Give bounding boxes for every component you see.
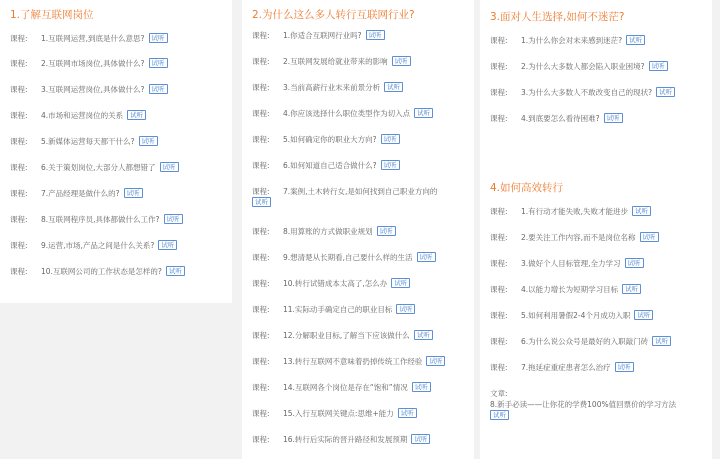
list-item[interactable] [252,160,400,171]
list-item[interactable] [10,162,179,173]
row-label: 课程: [490,337,508,346]
trial-button[interactable]: 试听 [414,330,433,340]
trial-button[interactable]: 试听 [417,252,436,262]
course-title[interactable]: 8.互联网程序员,具体都做什么工作? [41,215,160,224]
course-title[interactable]: 6.如何知道自己适合做什么? [283,161,377,170]
trial-button[interactable]: 试听 [366,30,385,40]
course-title[interactable]: 3.当前高薪行业未来前景分析 [283,83,381,92]
list-item[interactable] [252,434,430,445]
row-label: 课程: [490,114,508,123]
section-title: 4.如何高效转行 [490,182,564,194]
trial-button[interactable]: 试听 [252,197,271,207]
row-label: 课程: [252,227,270,236]
list-item[interactable] [252,382,431,393]
list-item[interactable] [10,266,185,277]
row-label: 课程: [252,435,270,444]
row-label: 课程: [10,189,28,198]
list-item[interactable] [10,110,146,121]
trial-button[interactable]: 试听 [392,56,411,66]
course-title[interactable]: 6.关于策划岗位,大部分人都想错了 [41,163,156,172]
trial-button[interactable]: 试听 [377,226,396,236]
list-item[interactable] [490,232,659,243]
trial-button[interactable]: 试听 [640,232,659,242]
course-title[interactable]: 10.转行试错成本太高了,怎么办 [283,279,388,288]
course-title[interactable]: 4.以能力增长为短期学习目标 [521,285,619,294]
row-label: 课程: [252,331,270,340]
trial-button[interactable]: 试听 [149,58,168,68]
row-label: 课程: [252,305,270,314]
list-item[interactable] [490,61,668,72]
row-label: 课程: [10,85,28,94]
course-title[interactable]: 12.分解职业目标,了解当下应该做什么 [283,331,410,340]
course-title[interactable]: 9.运营,市场,产品之间是什么关系? [41,241,155,250]
row-label: 课程: [252,187,270,196]
list-item[interactable] [10,58,168,69]
row-label: 课程: [252,409,270,418]
list-item[interactable] [252,304,415,315]
list-item[interactable] [252,356,445,367]
trial-button[interactable]: 试听 [414,108,433,118]
row-label: 课程: [252,279,270,288]
list-item[interactable] [10,214,183,225]
section-title: 1.了解互联网岗位 [10,9,94,21]
list-item[interactable] [490,310,653,321]
trial-button[interactable]: 试听 [149,33,168,43]
course-title[interactable]: 5.如何确定你的职业大方向? [283,135,377,144]
course-title[interactable]: 8.用算账的方式做职业规划 [283,227,373,236]
list-item[interactable] [252,278,410,289]
article-label: 文章: [490,389,508,398]
article-title[interactable]: 8.新手必读——让你花的学费100%值回票价的学习方法 [490,400,677,409]
list-item[interactable] [252,30,385,41]
course-title[interactable]: 2.互联网市场岗位,具体做什么? [41,59,145,68]
row-label: 课程: [252,31,270,40]
list-item[interactable] [252,226,396,237]
row-label: 课程: [10,111,28,120]
course-title[interactable]: 10.互联网公司的工作状态是怎样的? [41,267,162,276]
panel-section-1 [0,0,232,303]
section-title: 3.面对人生选择,如何不迷茫? [490,11,625,23]
row-label: 课程: [10,137,28,146]
trial-button[interactable]: 试听 [160,162,179,172]
list-item[interactable] [490,113,623,124]
course-title[interactable]: 7.案例,土木转行女,是如何找到自己职业方向的 [283,187,438,196]
course-title[interactable]: 4.到底要怎么看待困难? [521,114,600,123]
course-title[interactable]: 1.你适合互联网行业吗? [283,31,362,40]
trial-button[interactable]: 试听 [632,206,651,216]
list-item[interactable] [10,136,158,147]
panel-section-2 [242,0,474,459]
row-label: 课程: [490,311,508,320]
course-title[interactable]: 2.互联网发展给就业带来的影响 [283,57,388,66]
panel-section-3 [480,0,712,459]
course-title[interactable]: 3.做好个人目标管理,全力学习 [521,259,621,268]
trial-button[interactable]: 试听 [649,61,668,71]
section-title: 2.为什么这么多人转行互联网行业? [252,9,415,21]
trial-button[interactable]: 试听 [381,134,400,144]
trial-button[interactable]: 试听 [158,240,177,250]
list-item[interactable] [490,362,634,373]
row-label: 课程: [10,34,28,43]
row-label: 课程: [252,83,270,92]
course-title[interactable]: 1.互联网运营,到底是什么意思? [41,34,145,43]
course-title[interactable]: 15.入行互联网关键点:思维+能力 [283,409,394,418]
row-label: 课程: [490,259,508,268]
list-item[interactable] [490,258,644,269]
course-title[interactable]: 2.为什么大多数人都会陷入职业困境? [521,62,645,71]
course-title[interactable]: 2.要关注工作内容,而不是岗位名称 [521,233,636,242]
course-title[interactable]: 3.为什么大多数人不敢改变自己的现状? [521,88,653,97]
course-title[interactable]: 7.拖延症重症患者怎么治疗 [521,363,611,372]
list-item[interactable] [10,33,168,44]
list-item[interactable] [252,252,436,263]
course-title[interactable]: 13.转行互联网不意味着扔掉传统工作经验 [283,357,423,366]
row-label: 课程: [490,233,508,242]
trial-button[interactable]: 试听 [384,82,403,92]
trial-button[interactable]: 试听 [604,113,623,123]
row-label: 课程: [10,59,28,68]
trial-button[interactable]: 试听 [426,356,445,366]
list-item[interactable] [490,87,675,98]
list-item[interactable] [490,35,645,46]
trial-button[interactable]: 试听 [139,136,158,146]
row-label: 课程: [490,285,508,294]
row-label: 课程: [490,36,508,45]
read-button[interactable]: 试听 [490,410,509,420]
trial-button[interactable]: 试听 [124,188,143,198]
trial-button[interactable]: 试听 [652,336,671,346]
trial-button[interactable]: 试听 [615,362,634,372]
trial-button[interactable]: 试听 [166,266,185,276]
course-title[interactable]: 7.产品经理是做什么的? [41,189,120,198]
trial-button[interactable]: 试听 [396,304,415,314]
list-item[interactable] [252,186,466,208]
trial-button[interactable]: 试听 [656,87,675,97]
list-item[interactable] [490,284,641,295]
course-title[interactable]: 9.想清楚从长期看,自己要什么样的生活 [283,253,413,262]
row-label: 课程: [252,135,270,144]
row-label: 课程: [490,363,508,372]
course-title[interactable]: 14.互联网各个岗位是存在“饱和”情况 [283,383,408,392]
row-label: 课程: [252,109,270,118]
list-item[interactable] [252,330,433,341]
course-title[interactable]: 6.为什么说公众号是最好的入职敲门砖 [521,337,649,346]
list-item[interactable] [252,134,400,145]
trial-button[interactable]: 试听 [411,434,430,444]
trial-button[interactable]: 试听 [381,160,400,170]
row-label: 课程: [252,383,270,392]
row-label: 课程: [252,57,270,66]
trial-button[interactable]: 试听 [391,278,410,288]
row-label: 课程: [10,267,28,276]
course-title[interactable]: 1.为什么你会对未来感到迷茫? [521,36,623,45]
row-label: 课程: [490,62,508,71]
trial-button[interactable]: 试听 [634,310,653,320]
row-label: 课程: [252,161,270,170]
row-label: 课程: [252,357,270,366]
row-label: 课程: [252,253,270,262]
list-item[interactable] [252,408,417,419]
course-title[interactable]: 5.如何利用暑假2-4个月成功入职 [521,311,631,320]
course-title[interactable]: 16.转行后实际的晋升路径和发展预期 [283,435,408,444]
course-title[interactable]: 11.实际动手确定自己的职业目标 [283,305,393,314]
list-item[interactable] [252,82,403,93]
trial-button[interactable]: 试听 [412,382,431,392]
trial-button[interactable]: 试听 [626,35,645,45]
list-item[interactable] [252,56,411,67]
trial-button[interactable]: 试听 [164,214,183,224]
list-item[interactable] [252,108,433,119]
trial-button[interactable]: 试听 [149,84,168,94]
course-title[interactable]: 4.市场和运营岗位的关系 [41,111,124,120]
row-label: 课程: [10,163,28,172]
row-label: 课程: [490,207,508,216]
list-item[interactable] [490,206,651,217]
course-title[interactable]: 1.有行动才能失败,失败才能进步 [521,207,629,216]
list-item[interactable] [490,336,671,347]
row-label: 课程: [10,241,28,250]
list-item[interactable] [10,188,143,199]
article-item[interactable] [490,388,704,421]
course-title[interactable]: 5.新媒体运营每天都干什么? [41,137,135,146]
row-label: 课程: [490,88,508,97]
trial-button[interactable]: 试听 [622,284,641,294]
course-title[interactable]: 3.互联网运营岗位,具体做什么? [41,85,145,94]
trial-button[interactable]: 试听 [127,110,146,120]
list-item[interactable] [10,84,168,95]
trial-button[interactable]: 试听 [398,408,417,418]
trial-button[interactable]: 试听 [625,258,644,268]
list-item[interactable] [10,240,177,251]
row-label: 课程: [10,215,28,224]
course-title[interactable]: 4.你应该选择什么职位类型作为切入点 [283,109,411,118]
